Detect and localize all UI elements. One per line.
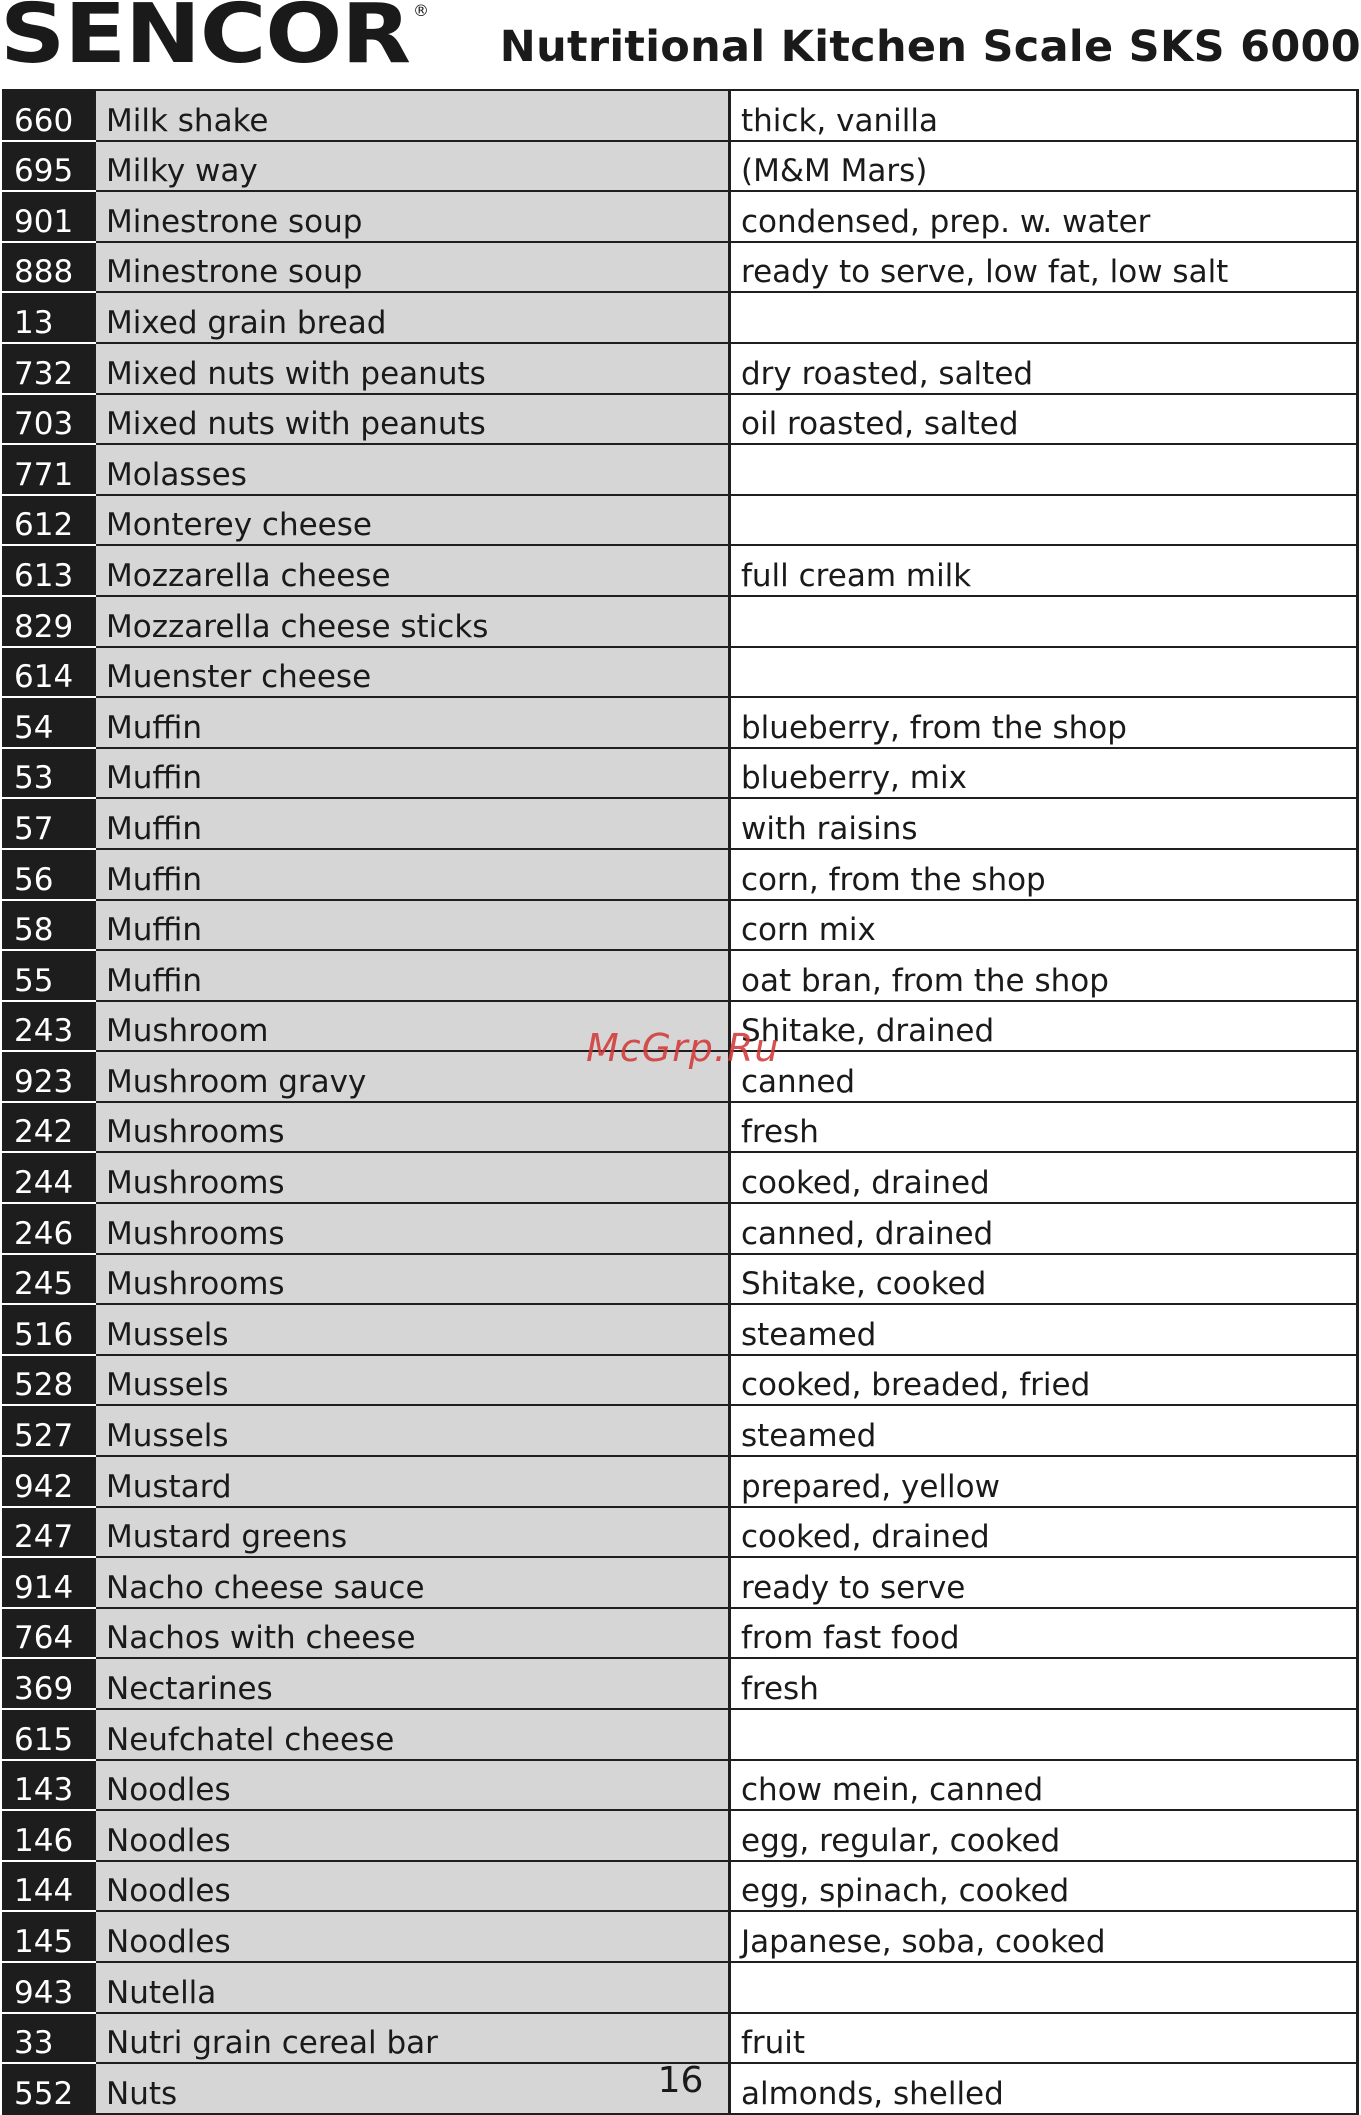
food-code: 613 (2, 545, 95, 596)
table-row (2, 242, 1358, 293)
food-description: corn, from the shop (730, 849, 1358, 900)
food-code: 55 (2, 950, 95, 1001)
food-code: 246 (2, 1203, 95, 1254)
table-row (2, 849, 1358, 900)
food-name: Mixed nuts with peanuts (95, 343, 730, 394)
table-row (2, 191, 1358, 242)
food-description: with raisins (730, 798, 1358, 849)
food-code: 614 (2, 647, 95, 698)
food-code: 242 (2, 1102, 95, 1153)
table-row (2, 1507, 1358, 1558)
food-code: 33 (2, 2013, 95, 2064)
table-row (2, 1911, 1358, 1962)
table-row (2, 1254, 1358, 1305)
food-description: blueberry, mix (730, 748, 1358, 799)
food-code: 612 (2, 495, 95, 546)
food-name: Noodles (95, 1760, 730, 1811)
food-description (730, 1709, 1358, 1760)
food-description: from fast food (730, 1608, 1358, 1659)
food-code-table (2, 89, 1359, 2115)
food-name: Noodles (95, 1861, 730, 1912)
food-name: Noodles (95, 1911, 730, 1962)
food-code: 888 (2, 242, 95, 293)
food-description: egg, regular, cooked (730, 1810, 1358, 1861)
food-code: 552 (2, 2063, 95, 2114)
food-name: Nacho cheese sauce (95, 1557, 730, 1608)
food-description: egg, spinach, cooked (730, 1861, 1358, 1912)
table-row (2, 1355, 1358, 1406)
table-row (2, 1810, 1358, 1861)
food-code: 660 (2, 90, 95, 141)
food-description (730, 647, 1358, 698)
food-name: Muffin (95, 748, 730, 799)
food-code: 53 (2, 748, 95, 799)
table-row (2, 748, 1358, 799)
food-code: 771 (2, 444, 95, 495)
food-code: 247 (2, 1507, 95, 1558)
table-row (2, 394, 1358, 445)
food-name: Mussels (95, 1304, 730, 1355)
food-name: Mushroom gravy (95, 1051, 730, 1102)
food-code: 58 (2, 900, 95, 951)
table-row (2, 343, 1358, 394)
food-code: 244 (2, 1152, 95, 1203)
table-row (2, 596, 1358, 647)
table-row (2, 1405, 1358, 1456)
page-number: 16 (657, 2060, 704, 2101)
food-name: Mozzarella cheese (95, 545, 730, 596)
food-code: 901 (2, 191, 95, 242)
food-name: Muffin (95, 697, 730, 748)
food-name: Mussels (95, 1405, 730, 1456)
food-code: 923 (2, 1051, 95, 1102)
food-name: Nuts (95, 2063, 730, 2114)
food-name: Nachos with cheese (95, 1608, 730, 1659)
food-name: Nutri grain cereal bar (95, 2013, 730, 2064)
table-row (2, 1861, 1358, 1912)
food-description: Shitake, drained (730, 1001, 1358, 1052)
food-code-table-body (2, 90, 1358, 2114)
food-name: Muffin (95, 950, 730, 1001)
table-row (2, 1709, 1358, 1760)
food-description: fruit (730, 2013, 1358, 2064)
food-description (730, 495, 1358, 546)
table-row (2, 900, 1358, 951)
food-name: Mixed nuts with peanuts (95, 394, 730, 445)
food-name: Mustard greens (95, 1507, 730, 1558)
food-description: oil roasted, salted (730, 394, 1358, 445)
table-row (2, 2013, 1358, 2064)
food-description: canned (730, 1051, 1358, 1102)
table-row (2, 141, 1358, 192)
table-row (2, 444, 1358, 495)
food-code: 516 (2, 1304, 95, 1355)
document-title: Nutritional Kitchen Scale SKS 6000 (499, 22, 1361, 72)
table-row (2, 950, 1358, 1001)
table-row (2, 1456, 1358, 1507)
food-code: 914 (2, 1557, 95, 1608)
food-name: Muffin (95, 900, 730, 951)
table-row (2, 1608, 1358, 1659)
food-name: Minestrone soup (95, 242, 730, 293)
food-code: 528 (2, 1355, 95, 1406)
table-row (2, 292, 1358, 343)
food-name: Nutella (95, 1962, 730, 2013)
food-description: corn mix (730, 900, 1358, 951)
food-code: 54 (2, 697, 95, 748)
food-description: steamed (730, 1405, 1358, 1456)
food-code: 942 (2, 1456, 95, 1507)
table-row (2, 1557, 1358, 1608)
table-row (2, 1203, 1358, 1254)
food-name: Muffin (95, 849, 730, 900)
food-code: 13 (2, 292, 95, 343)
food-code: 145 (2, 1911, 95, 1962)
food-name: Mussels (95, 1355, 730, 1406)
food-code: 57 (2, 798, 95, 849)
food-name: Mushrooms (95, 1152, 730, 1203)
food-code: 527 (2, 1405, 95, 1456)
food-name: Noodles (95, 1810, 730, 1861)
food-name: Mustard (95, 1456, 730, 1507)
food-name: Mushrooms (95, 1102, 730, 1153)
table-row (2, 1152, 1358, 1203)
brand-wordmark: SENCOR (0, 0, 410, 70)
table-row (2, 1304, 1358, 1355)
food-description: condensed, prep. w. water (730, 191, 1358, 242)
food-name: Monterey cheese (95, 495, 730, 546)
food-description: Japanese, soba, cooked (730, 1911, 1358, 1962)
table-row (2, 647, 1358, 698)
food-description: fresh (730, 1658, 1358, 1709)
food-description: cooked, drained (730, 1507, 1358, 1558)
food-name: Nectarines (95, 1658, 730, 1709)
table-row (2, 545, 1358, 596)
watermark: McGrp.Ru (586, 1026, 780, 1070)
food-name: Milk shake (95, 90, 730, 141)
food-description: almonds, shelled (730, 2063, 1358, 2114)
table-row (2, 90, 1358, 141)
food-code: 243 (2, 1001, 95, 1052)
food-description: fresh (730, 1102, 1358, 1153)
food-description: prepared, yellow (730, 1456, 1358, 1507)
food-description: oat bran, from the shop (730, 950, 1358, 1001)
food-code: 146 (2, 1810, 95, 1861)
food-description: full cream milk (730, 545, 1358, 596)
food-description: thick, vanilla (730, 90, 1358, 141)
food-description: canned, drained (730, 1203, 1358, 1254)
food-code: 943 (2, 1962, 95, 2013)
food-code: 695 (2, 141, 95, 192)
food-code: 369 (2, 1658, 95, 1709)
food-description: steamed (730, 1304, 1358, 1355)
food-name: Muffin (95, 798, 730, 849)
food-code: 143 (2, 1760, 95, 1811)
food-name: Mushroom (95, 1001, 730, 1052)
food-name: Mozzarella cheese sticks (95, 596, 730, 647)
food-code: 703 (2, 394, 95, 445)
food-description (730, 292, 1358, 343)
table-row (2, 1658, 1358, 1709)
food-description: Shitake, cooked (730, 1254, 1358, 1305)
food-description: cooked, breaded, fried (730, 1355, 1358, 1406)
registered-mark: ® (413, 1, 429, 20)
table-row (2, 1102, 1358, 1153)
food-name: Neufchatel cheese (95, 1709, 730, 1760)
food-description: chow mein, canned (730, 1760, 1358, 1811)
food-description: ready to serve, low fat, low salt (730, 242, 1358, 293)
food-code: 56 (2, 849, 95, 900)
food-description: dry roasted, salted (730, 343, 1358, 394)
food-name: Mushrooms (95, 1254, 730, 1305)
food-name: Milky way (95, 141, 730, 192)
table-row (2, 798, 1358, 849)
table-row (2, 1962, 1358, 2013)
food-name: Minestrone soup (95, 191, 730, 242)
sencor-logo (0, 0, 430, 70)
table-row (2, 697, 1358, 748)
food-name: Molasses (95, 444, 730, 495)
food-code: 245 (2, 1254, 95, 1305)
food-name: Mushrooms (95, 1203, 730, 1254)
table-row (2, 1760, 1358, 1811)
food-code: 829 (2, 596, 95, 647)
food-code: 615 (2, 1709, 95, 1760)
food-name: Muenster cheese (95, 647, 730, 698)
food-code: 144 (2, 1861, 95, 1912)
food-description: ready to serve (730, 1557, 1358, 1608)
food-description: cooked, drained (730, 1152, 1358, 1203)
food-description (730, 596, 1358, 647)
food-code: 764 (2, 1608, 95, 1659)
food-description: (M&M Mars) (730, 141, 1358, 192)
food-description (730, 1962, 1358, 2013)
food-description (730, 444, 1358, 495)
food-name: Mixed grain bread (95, 292, 730, 343)
table-row (2, 495, 1358, 546)
food-code: 732 (2, 343, 95, 394)
food-description: blueberry, from the shop (730, 697, 1358, 748)
